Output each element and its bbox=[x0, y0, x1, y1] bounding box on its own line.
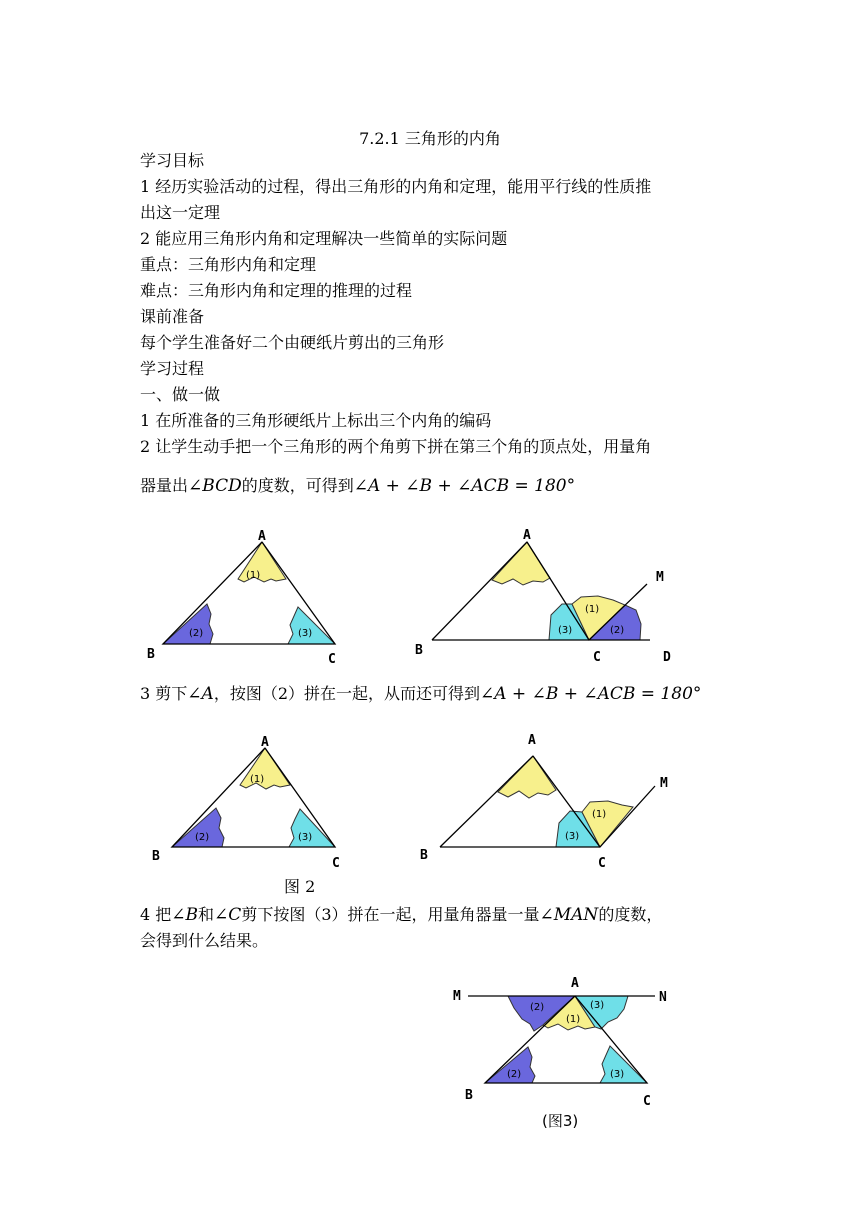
angle-mark-1: (1) bbox=[250, 774, 265, 785]
vertex-label-b: B bbox=[152, 849, 160, 864]
math-angle-b: ∠B bbox=[171, 905, 199, 925]
angle-mark-3-top: (3) bbox=[590, 1000, 605, 1011]
text-line: 2 能应用三角形内角和定理解决一些简单的实际问题 bbox=[140, 229, 508, 248]
angle-mark-3: (3) bbox=[298, 628, 313, 639]
figure-1-right bbox=[410, 520, 680, 670]
angle-mark-1: (1) bbox=[592, 809, 607, 820]
text-span: 剪下按图（3）拼在一起，用量角器量一量 bbox=[241, 905, 540, 924]
math-angle-c: ∠C bbox=[214, 905, 242, 925]
text-line: 2 让学生动手把一个三角形的两个角剪下拼在第三个角的顶点处，用量角 bbox=[140, 437, 652, 456]
text-span: 的度数， bbox=[598, 905, 663, 924]
side-ba bbox=[440, 756, 533, 847]
angle-mark-1: (1) bbox=[585, 604, 600, 615]
vertex-label-b: B bbox=[420, 848, 428, 863]
text-line-equation-1 bbox=[140, 476, 575, 496]
text-line: 学习目标 bbox=[140, 151, 205, 170]
text-span: 器量出 bbox=[140, 476, 189, 495]
angle-mark-3: (3) bbox=[298, 832, 313, 843]
vertex-label-b: B bbox=[147, 647, 155, 662]
page-title: 7.2.1 三角形的内角 bbox=[359, 129, 501, 148]
text-line: 重点：三角形内角和定理 bbox=[140, 255, 317, 274]
vertex-label-d: D bbox=[663, 650, 671, 665]
vertex-label-c: C bbox=[332, 856, 340, 871]
angle-mark-1: (1) bbox=[246, 570, 261, 581]
math-angle-a: ∠A bbox=[187, 684, 214, 704]
vertex-label-n: N bbox=[659, 990, 667, 1005]
angle-mark-3-bottom: (3) bbox=[610, 1069, 625, 1080]
figure-2-right bbox=[410, 728, 680, 878]
vertex-label-a: A bbox=[258, 529, 266, 544]
text-span: 3 剪下 bbox=[140, 684, 188, 703]
figure-3 bbox=[450, 966, 690, 1136]
figure-2-left bbox=[140, 728, 360, 878]
math-equation: ∠A + ∠B + ∠ACB = 180° bbox=[480, 684, 702, 704]
math-equation: ∠A + ∠B + ∠ACB = 180° bbox=[353, 476, 576, 496]
text-span: ，按图（2）拼在一起，从而还可得到 bbox=[213, 684, 480, 703]
vertex-label-b: B bbox=[415, 643, 423, 658]
text-line: 1 在所准备的三角形硬纸片上标出三个内角的编码 bbox=[140, 411, 492, 430]
angle-2-wedge bbox=[163, 604, 213, 644]
figure-2-caption: 图 2 bbox=[284, 877, 316, 896]
angle-1-wedge bbox=[240, 748, 290, 789]
figure-1-left bbox=[140, 520, 360, 670]
vertex-label-a: A bbox=[523, 528, 531, 543]
math-angle-bcd: ∠BCD bbox=[188, 476, 242, 496]
vertex-label-m: M bbox=[453, 989, 461, 1004]
angle-mark-1: (1) bbox=[566, 1014, 581, 1025]
angle-mark-2: (2) bbox=[195, 832, 210, 843]
angle-mark-3: (3) bbox=[565, 831, 580, 842]
text-line: 学习过程 bbox=[140, 359, 205, 378]
text-line: 课前准备 bbox=[140, 307, 205, 326]
angle-mark-2-bottom: (2) bbox=[507, 1069, 522, 1080]
text-span: 4 把 bbox=[140, 905, 172, 924]
math-angle-man: ∠MAN bbox=[539, 905, 599, 925]
text-line: 一、做一做 bbox=[140, 385, 221, 404]
vertex-label-c: C bbox=[328, 652, 336, 667]
angle-mark-2-top: (2) bbox=[530, 1002, 545, 1013]
text-line: 每个学生准备好二个由硬纸片剪出的三角形 bbox=[140, 333, 445, 352]
text-span: 和 bbox=[198, 905, 215, 924]
vertex-label-a: A bbox=[571, 976, 579, 991]
vertex-label-m: M bbox=[660, 776, 668, 791]
text-line: 出这一定理 bbox=[140, 203, 221, 222]
vertex-label-m: M bbox=[656, 570, 664, 585]
angle-mark-2: (2) bbox=[610, 625, 625, 636]
vertex-label-c: C bbox=[593, 650, 601, 665]
text-line: 难点：三角形内角和定理的推理的过程 bbox=[140, 281, 413, 300]
text-line-equation-2 bbox=[140, 684, 701, 704]
text-line-4 bbox=[140, 905, 662, 925]
angle-mark-2: (2) bbox=[189, 628, 204, 639]
text-span: 的度数，可得到 bbox=[241, 476, 354, 495]
side-ba bbox=[432, 542, 527, 640]
text-line: 1 经历实验活动的过程，得出三角形的内角和定理，能用平行线的性质推 bbox=[140, 177, 652, 196]
vertex-label-b: B bbox=[465, 1088, 473, 1103]
text-line: 会得到什么结果。 bbox=[140, 931, 269, 950]
angle-mark-3: (3) bbox=[558, 625, 573, 636]
vertex-label-c: C bbox=[643, 1094, 651, 1109]
vertex-label-a: A bbox=[261, 735, 269, 750]
vertex-label-c: C bbox=[598, 856, 606, 871]
figure-3-caption: (图3) bbox=[542, 1112, 579, 1130]
vertex-label-a: A bbox=[528, 733, 536, 748]
